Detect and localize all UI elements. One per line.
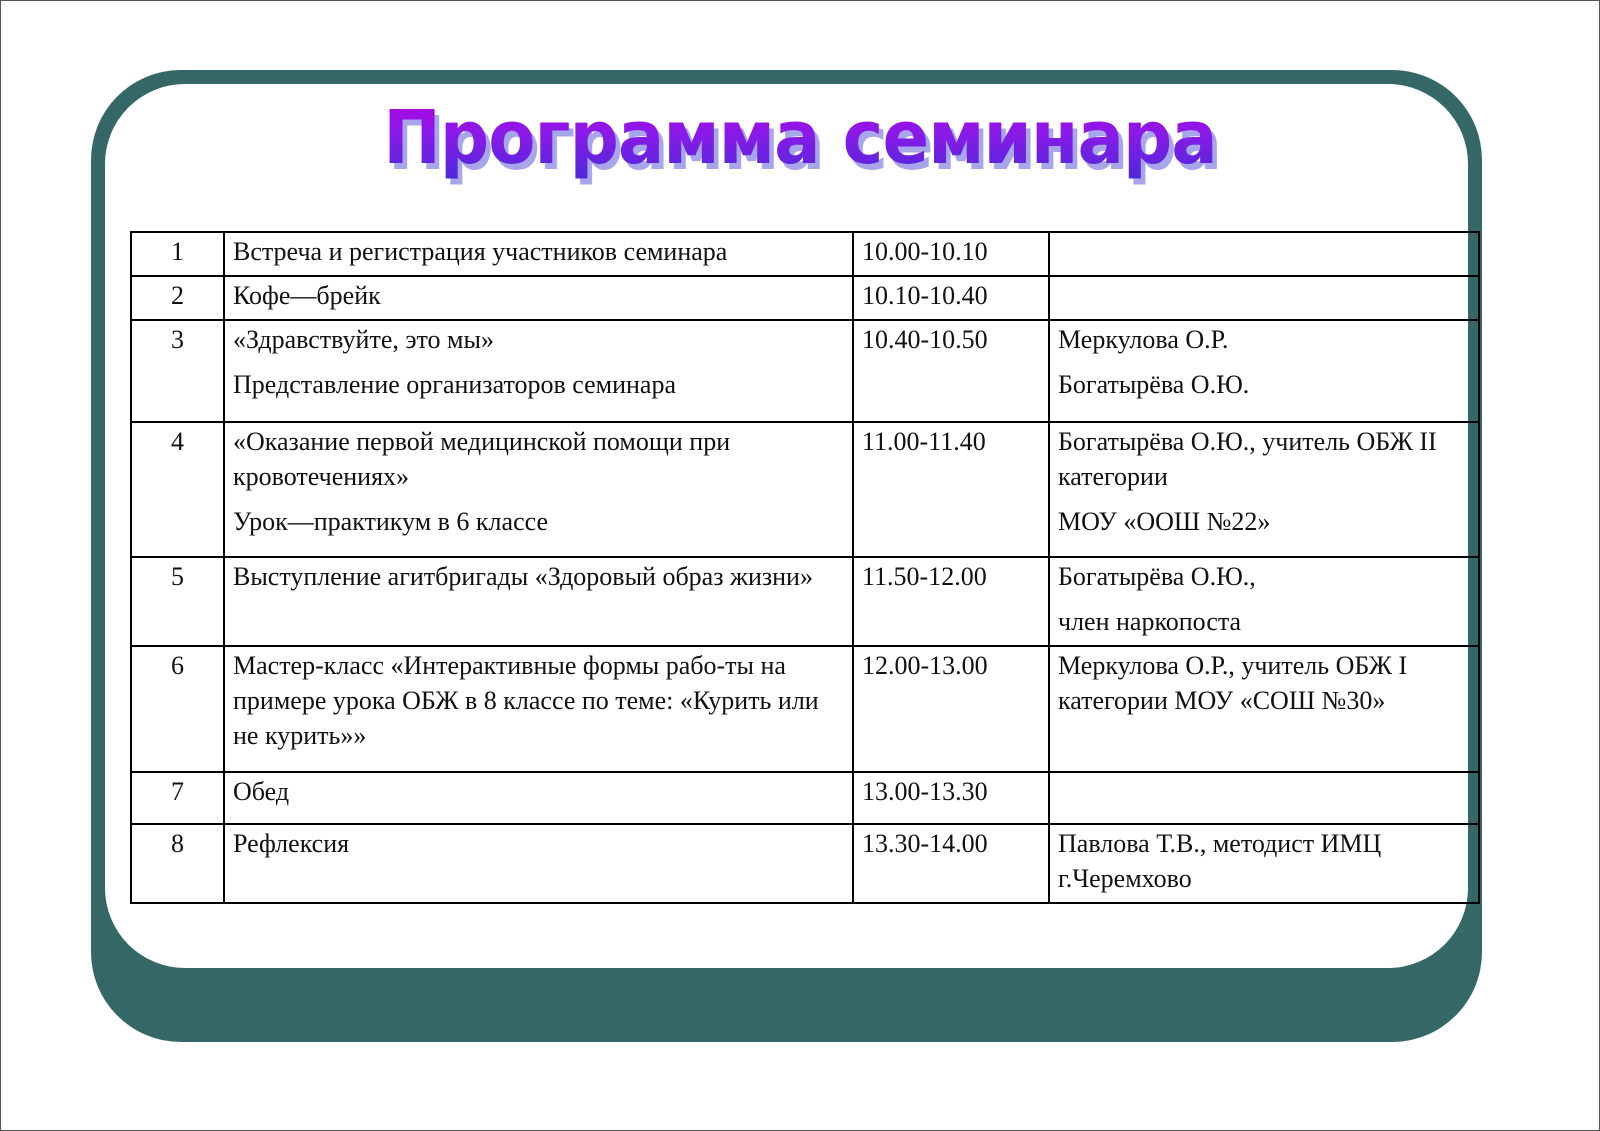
row-topic-text: «Здравствуйте, это мы»	[233, 325, 494, 354]
row-time: 10.00-10.10	[853, 232, 1049, 276]
row-speaker	[1049, 422, 1479, 557]
row-topic	[224, 824, 853, 903]
row-time: 13.30-14.00	[853, 824, 1049, 903]
row-number: 1	[131, 232, 224, 276]
row-speaker-subtext: МОУ «ООШ №22»	[1058, 507, 1271, 536]
table-row	[131, 646, 1479, 772]
row-topic-text: Встреча и регистрация участников семинара	[233, 237, 728, 266]
row-topic-subtext: Представление организаторов семинара	[233, 370, 677, 399]
row-speaker-text: Павлова Т.В., методист ИМЦ г.Черемхово	[1058, 829, 1382, 893]
row-topic-text: Мастер-класс «Интерактивные формы рабо-ты на примере урока ОБЖ в 8 классе по теме: «Курить или не курить»»	[233, 651, 819, 750]
program-table	[130, 231, 1480, 904]
row-number: 5	[131, 557, 224, 646]
row-speaker-text: Богатырёва О.Ю., учитель ОБЖ II категории	[1058, 427, 1437, 491]
row-speaker	[1049, 320, 1479, 422]
row-time: 11.00-11.40	[853, 422, 1049, 557]
row-topic-subtext: Урок—практикум в 6 классе	[233, 507, 549, 536]
row-topic-text: Кофе—брейк	[233, 281, 381, 310]
row-topic-text: Обед	[233, 777, 290, 806]
row-number: 8	[131, 824, 224, 903]
page-title	[56, 95, 1544, 181]
row-speaker	[1049, 232, 1479, 276]
row-topic	[224, 320, 853, 422]
row-topic	[224, 646, 853, 772]
table-row	[131, 232, 1479, 276]
table-row	[131, 557, 1479, 646]
row-time: 11.50-12.00	[853, 557, 1049, 646]
row-time: 10.40-10.50	[853, 320, 1049, 422]
row-topic-text: «Оказание первой медицинской помощи при кровотечениях»	[233, 427, 731, 491]
row-topic-text: Рефлексия	[233, 829, 350, 858]
row-topic	[224, 557, 853, 646]
row-topic	[224, 772, 853, 824]
row-speaker	[1049, 276, 1479, 320]
row-time: 12.00-13.00	[853, 646, 1049, 772]
row-topic-text: Выступление агитбригады «Здоровый образ жизни»	[233, 562, 813, 591]
table-row	[131, 276, 1479, 320]
row-topic	[224, 422, 853, 557]
row-number: 4	[131, 422, 224, 557]
row-speaker-text: Меркулова О.Р., учитель ОБЖ I категории МОУ «СОШ №30»	[1058, 651, 1408, 715]
row-number: 7	[131, 772, 224, 824]
row-speaker-subtext: Богатырёва О.Ю.	[1058, 370, 1250, 399]
row-time: 10.10-10.40	[853, 276, 1049, 320]
table-row	[131, 422, 1479, 557]
row-speaker	[1049, 646, 1479, 772]
row-number: 6	[131, 646, 224, 772]
row-speaker	[1049, 772, 1479, 824]
row-speaker-text: Меркулова О.Р.	[1058, 325, 1229, 354]
program-table-body	[131, 232, 1479, 903]
row-number: 2	[131, 276, 224, 320]
row-speaker	[1049, 557, 1479, 646]
row-topic	[224, 232, 853, 276]
table-row	[131, 320, 1479, 422]
row-speaker	[1049, 824, 1479, 903]
table-row	[131, 824, 1479, 903]
row-speaker-text: Богатырёва О.Ю.,	[1058, 562, 1256, 591]
row-number: 3	[131, 320, 224, 422]
row-topic	[224, 276, 853, 320]
page-title-text: Программа семинара	[383, 95, 1217, 181]
row-speaker-subtext: член наркопоста	[1058, 607, 1242, 636]
table-row	[131, 772, 1479, 824]
row-time: 13.00-13.30	[853, 772, 1049, 824]
